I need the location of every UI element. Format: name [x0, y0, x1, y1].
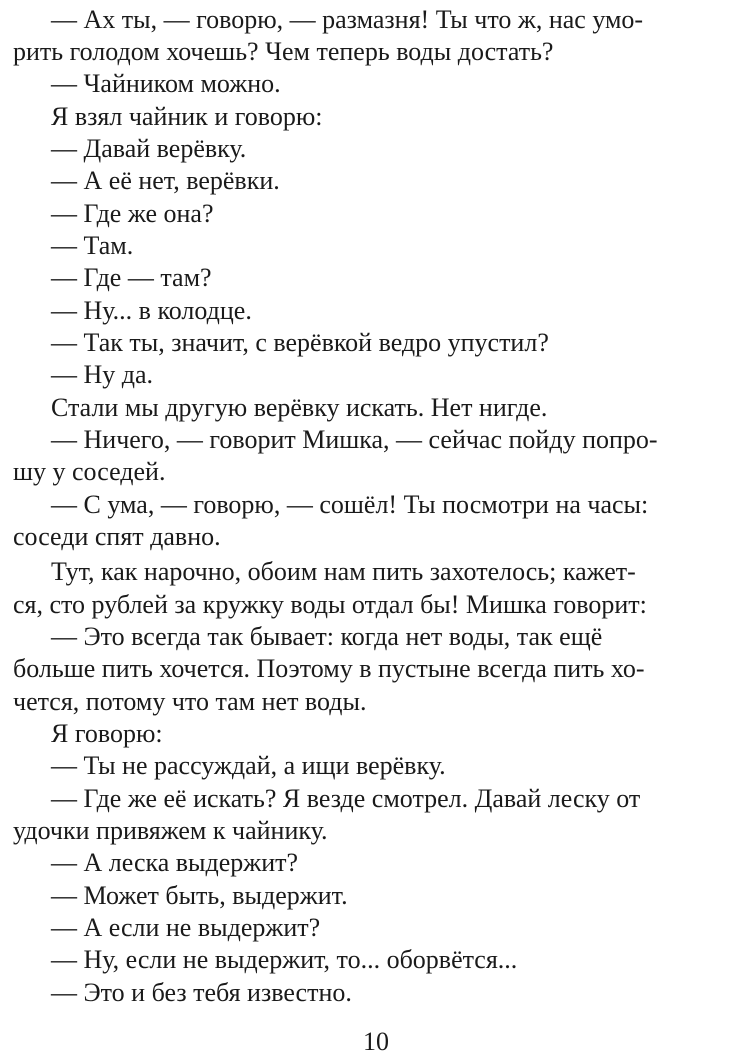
- text-line: — Где — там?: [51, 263, 212, 292]
- text-line: — Ничего, — говорит Мишка, — сейчас пойду попро-: [51, 425, 658, 454]
- text-line: — Ну... в колодце.: [51, 296, 252, 325]
- text-line: чется, потому что там нет воды.: [13, 687, 367, 716]
- text-line: удочки привяжем к чайнику.: [13, 816, 328, 845]
- text-line: ся, сто рублей за кружку воды отдал бы! Мишка говорит:: [13, 590, 647, 619]
- text-line: Я говорю:: [51, 719, 163, 748]
- text-line: шу у соседей.: [13, 457, 166, 486]
- text-line: — Ну, если не выдержит, то... оборвётся...: [51, 945, 518, 974]
- text-line: Стали мы другую верёвку искать. Нет нигде.: [51, 393, 548, 422]
- text-line: — А если не выдержит?: [51, 913, 321, 942]
- text-line: соседи спят давно.: [13, 522, 221, 551]
- text-line: — Ну да.: [51, 360, 154, 389]
- text-line: — Где же её искать? Я везде смотрел. Давай леску от: [51, 784, 641, 813]
- page-number: 10: [363, 1027, 389, 1056]
- text-line: — Давай верёвку.: [51, 134, 247, 163]
- text-line: Я взял чайник и говорю:: [51, 102, 323, 131]
- text-line: — Так ты, значит, с верёвкой ведро упустил?: [51, 328, 549, 357]
- text-line: рить голодом хочешь? Чем теперь воды достать?: [13, 37, 554, 66]
- text-line: — А её нет, верёвки.: [51, 166, 280, 195]
- text-line: — Это всегда так бывает: когда нет воды, так ещё: [51, 622, 603, 651]
- text-line: — Чайником можно.: [51, 69, 281, 98]
- text-line: — Там.: [51, 231, 134, 260]
- text-line: — Это и без тебя известно.: [51, 978, 352, 1007]
- text-line: — Может быть, выдержит.: [51, 881, 348, 910]
- text-line: — С ума, — говорю, — сошёл! Ты посмотри на часы:: [51, 490, 649, 519]
- text-line: Тут, как нарочно, обоим нам пить захотелось; кажет-: [51, 557, 636, 586]
- text-line: — Ах ты, — говорю, — размазня! Ты что ж, нас умо-: [51, 5, 644, 34]
- text-line: больше пить хочется. Поэтому в пустыне всегда пить хо-: [13, 654, 645, 683]
- text-line: — А леска выдержит?: [51, 848, 299, 877]
- text-line: — Где же она?: [51, 199, 214, 228]
- text-line: — Ты не рассуждай, а ищи верёвку.: [51, 751, 446, 780]
